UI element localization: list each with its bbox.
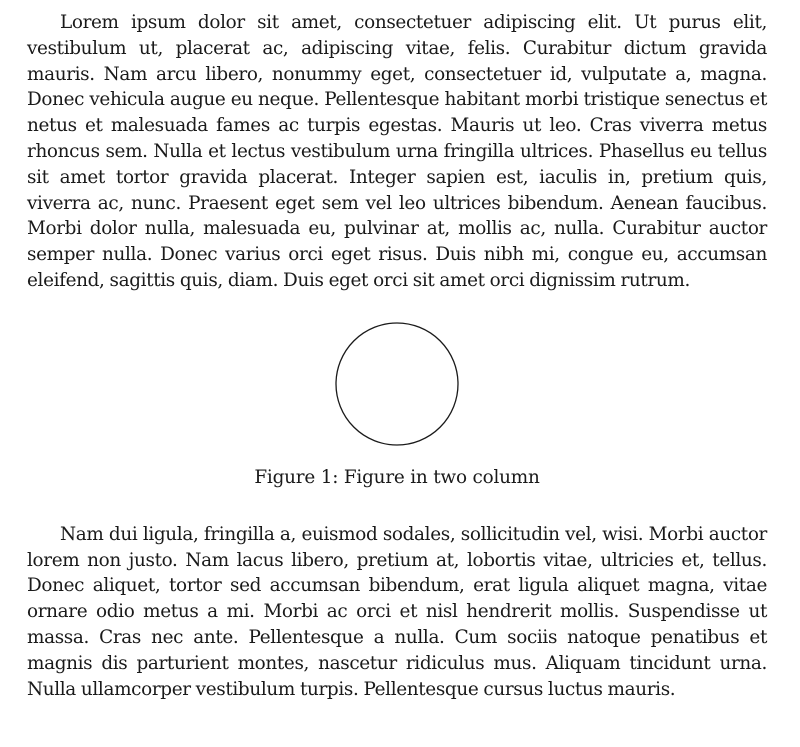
figure-1 bbox=[27, 320, 767, 490]
document-page bbox=[27, 10, 767, 702]
figure-circle-graphic bbox=[333, 320, 461, 448]
figure-caption: Figure 1: Figure in two column bbox=[254, 466, 540, 488]
circle-shape bbox=[336, 323, 458, 445]
paragraph-1: Lorem ipsum dolor sit amet, consectetuer adipiscing elit. Ut purus elit, vestibulum ut, placerat ac, adipiscing vitae, felis. Curabitur dictum gravida mauris. Nam arcu libero, nonummy eget, consectetuer id, vulputate a, magna. Donec vehicula augue eu neque. Pellentesque habitant morbi tristique senectus et netus et malesuada fames ac turpis egestas. Mauris ut leo. Cras viverra metus rhoncus sem. Nulla et lectus vestibulum urna fringilla ultrices. Phasellus eu tellus sit amet tortor gravida placerat. Integer sapien est, iaculis in, pretium quis, viverra ac, nunc. Praesent eget sem vel leo ultrices bibendum. Aenean faucibus. Morbi dolor nulla, malesuada eu, pulvinar at, mollis ac, nulla. Curabitur auctor semper nulla. Donec varius orci eget risus. Duis nibh mi, congue eu, accumsan eleifend, sagittis quis, diam. Duis eget orci sit amet orci dignissim rutrum. bbox=[27, 12, 767, 291]
paragraph-2: Nam dui ligula, fringilla a, euismod sodales, sollicitudin vel, wisi. Morbi auctor lorem non justo. Nam lacus libero, pretium at, lobortis vitae, ultricies et, tellus. Donec aliquet, tortor sed accumsan bibendum, erat ligula aliquet magna, vitae ornare odio metus a mi. Morbi ac orci et nisl hendrerit mollis. Suspendisse ut massa. Cras nec ante. Pellentesque a nulla. Cum sociis natoque penatibus et magnis dis parturient montes, nascetur ridiculus mus. Aliquam tincidunt urna. Nulla ullamcorper vestibulum turpis. Pellentesque cursus luctus mauris. bbox=[27, 523, 767, 700]
